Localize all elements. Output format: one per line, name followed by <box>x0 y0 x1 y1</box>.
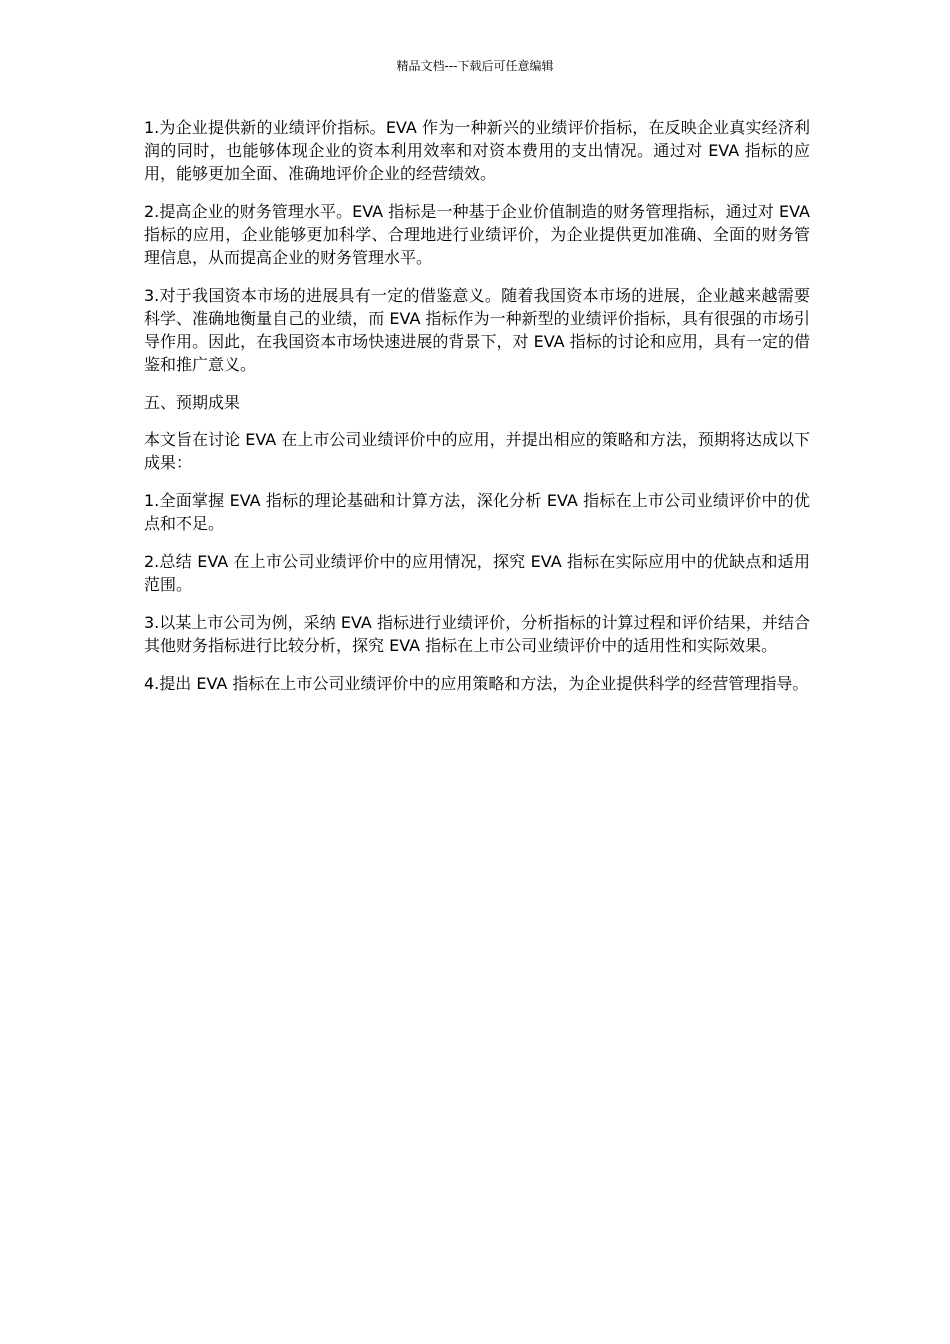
paragraph-result-2: 2.总结 EVA 在上市公司业绩评价中的应用情况，探究 EVA 指标在实际应用中的优缺点和适用范围。 <box>144 552 810 594</box>
paragraph-intro: 本文旨在讨论 EVA 在上市公司业绩评价中的应用，并提出相应的策略和方法，预期将达成以下成果： <box>144 430 810 472</box>
paragraph-benefit-1: 1.为企业提供新的业绩评价指标。EVA 作为一种新兴的业绩评价指标，在反映企业真实经济利润的同时，也能够体现企业的资本利用效率和对资本费用的支出情况。通过对 EVA 指标的应用，能够更加全面、准确地评价企业的经营绩效。 <box>144 118 810 183</box>
section-heading-expected-results: 五、预期成果 <box>144 393 241 412</box>
paragraph-benefit-3: 3.对于我国资本市场的进展具有一定的借鉴意义。随着我国资本市场的进展，企业越来越需要科学、准确地衡量自己的业绩，而 EVA 指标作为一种新型的业绩评价指标，具有很强的市场引导作用。因此，在我国资本市场快速进展的背景下，对 EVA 指标的讨论和应用，具有一定的借鉴和推广意义。 <box>144 286 810 374</box>
paragraph-benefit-2: 2.提高企业的财务管理水平。EVA 指标是一种基于企业价值制造的财务管理指标，通过对 EVA 指标的应用，企业能够更加科学、合理地进行业绩评价，为企业提供更加准确、全面的财务管理信息，从而提高企业的财务管理水平。 <box>144 202 810 267</box>
page-header: 精品文档---下载后可任意编辑 <box>396 59 554 73</box>
paragraph-result-3: 3.以某上市公司为例，采纳 EVA 指标进行业绩评价，分析指标的计算过程和评价结果，并结合其他财务指标进行比较分析，探究 EVA 指标在上市公司业绩评价中的适用性和实际效果。 <box>144 613 810 655</box>
document-body <box>144 116 810 710</box>
paragraph-result-1: 1.全面掌握 EVA 指标的理论基础和计算方法，深化分析 EVA 指标在上市公司业绩评价中的优点和不足。 <box>144 491 810 533</box>
paragraph-result-4: 4.提出 EVA 指标在上市公司业绩评价中的应用策略和方法，为企业提供科学的经营管理指导。 <box>144 674 809 693</box>
